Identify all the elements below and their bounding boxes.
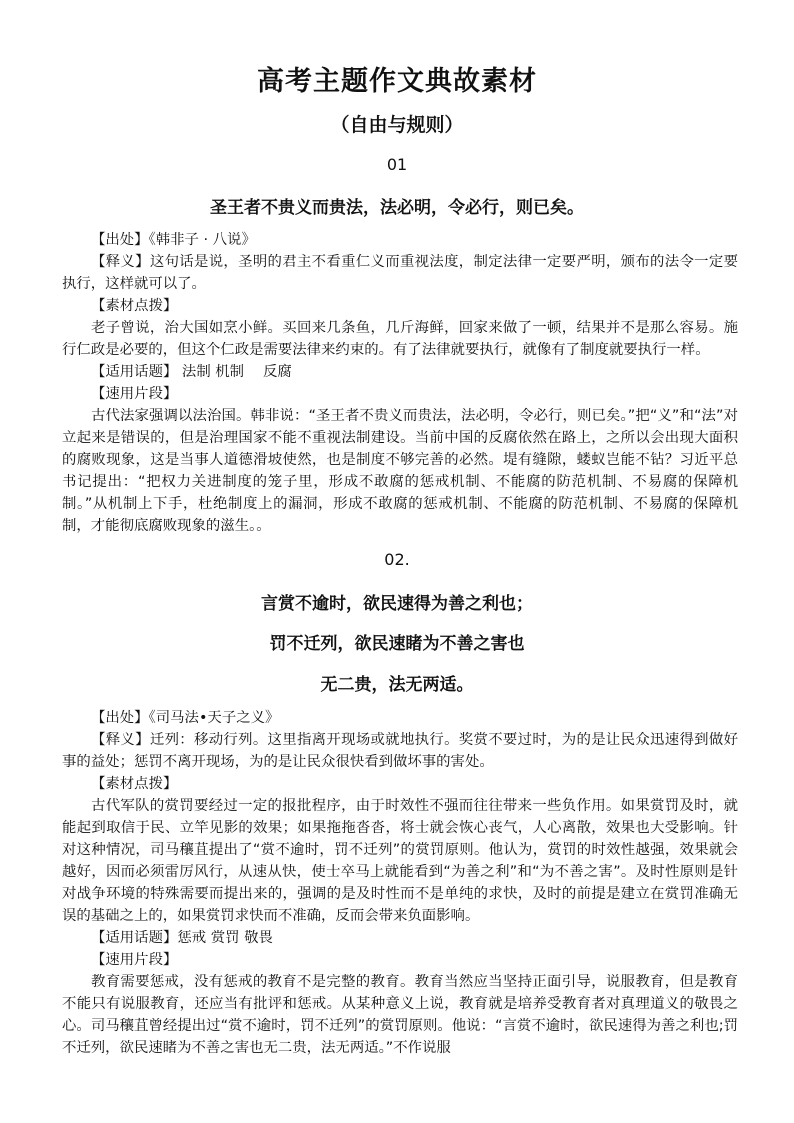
document-subtitle: （自由与规则） — [330, 114, 464, 136]
meaning-text: 这句话是说，圣明的君主不看重仁义而重视法度，制定法律一定要严明，颁布的法令一定要执行，这样就可以了。 — [62, 254, 738, 292]
section-2-topic — [62, 927, 738, 949]
source-label: 【出处】 — [91, 710, 149, 726]
section-2-point-label: 【素材点拨】 — [91, 776, 178, 792]
section-2-quote-3: 无二贵，法无两适。 — [320, 675, 474, 695]
source-text: 《司马法•天子之义》 — [148, 710, 280, 726]
topic-text: 惩戒 赏罚 敬畏 — [177, 930, 273, 946]
section-1-point-label: 【素材点拨】 — [91, 298, 178, 314]
source-label: 【出处】 — [91, 232, 149, 248]
meaning-label: 【释义】 — [91, 254, 150, 270]
section-2-point: 古代军队的赏罚要经过一定的报批程序，由于时效性不强而往往带来一些负作用。如果赏罚及时，就能起到取信于民、立竿见影的效果；如果拖拖沓沓，将士就会恢心丧气，人心离散，效果也大受影响。针对这种情况，司马穰苴提出了“赏不逾时，罚不迁列”的赏罚原则。他认为，赏罚的时效性越强，效果就会越好，因而必须雷厉风行，从速从快，使士卒马上就能看到“为善之利”和“为不善之害”。及时性原则是针对战争环境的特殊需要而提出来的，强调的是及时性而不是单纯的求快，及时的前提是建立在赏罚准确无误的基础之上的，如果赏罚求快而不准确，反而会带来负面影响。 — [62, 798, 738, 924]
section-1-snippet: 古代法家强调以法治国。韩非说：“圣王者不贵义而贵法，法必明，令必行，则已矣。”把“义”和“法”对立起来是错误的，但是治理国家不能不重视法制建设。当前中国的反腐依然在路上，之所以会出现大面积的腐败现象，这是当事人道德滑坡使然，也是制度不够完善的必然。堤有缝隙，蝼蚁岂能不钻？习近平总书记提出：“把权力关进制度的笼子里，形成不敢腐的惩戒机制、不能腐的防范机制、不易腐的保障机制。”从机制上下手，杜绝制度上的漏洞，形成不敢腐的惩戒机制、不能腐的防范机制、不易腐的保障机制，才能彻底腐败现象的滋生。。 — [62, 408, 738, 534]
section-1-point: 老子曾说，治大国如烹小鲜。买回来几条鱼，几斤海鲜，回家来做了一顿，结果并不是那么容易。施行仁政是必要的，但这个仁政是需要法律来约束的。有了法律就要执行，就像有了制度就要执行一样。 — [62, 320, 738, 358]
section-1-snippet-label: 【速用片段】 — [91, 386, 178, 402]
source-text: 《韩非子 · 八说》 — [148, 232, 256, 248]
topic-label: 【适用话题】 — [91, 364, 178, 380]
section-1-meaning — [62, 251, 738, 295]
section-1-body — [62, 229, 738, 537]
section-2-snippet-label: 【速用片段】 — [91, 952, 178, 968]
meaning-label: 【释义】 — [91, 732, 150, 748]
section-2-source — [62, 707, 738, 729]
section-2-meaning — [62, 729, 738, 773]
section-1-number: 01 — [386, 155, 408, 174]
section-2-body — [62, 707, 738, 1059]
section-1-topic — [62, 361, 738, 383]
topic-label: 【适用话题】 — [91, 930, 178, 946]
section-2-quote-1: 言赏不逾时，欲民速得为善之利也； — [261, 594, 533, 614]
section-1-quote: 圣王者不贵义而贵法，法必明，令必行，则已矣。 — [210, 198, 584, 218]
section-1-source — [62, 229, 738, 251]
section-2-snippet: 教育需要惩戒，没有惩戒的教育不是完整的教育。教育当然应当坚持正面引导，说服教育，但是教育不能只有说服教育，还应当有批评和惩戒。从某种意义上说，教育就是培养受教育者对真理道义的敬畏之心。司马穰苴曾经提出过“赏不逾时，罚不迁列”的赏罚原则。他说：“言赏不逾时，欲民速得为善之利也;罚不迁列，欲民速睹为不善之害也无二贵，法无两适。”不作说服 — [62, 974, 738, 1056]
meaning-text: 迁列：移动行列。这里指离开现场或就地执行。奖赏不要过时，为的是让民众迅速得到做好事的益处；惩罚不离开现场，为的是让民众很快看到做坏事的害处。 — [62, 732, 738, 770]
section-2-number: 02. — [384, 550, 410, 569]
document-title: 高考主题作文典故素材 — [257, 66, 537, 97]
topic-text: 法制 机制 反腐 — [177, 364, 292, 380]
section-2-quote-2: 罚不迁列，欲民速睹为不善之害也 — [269, 634, 525, 654]
